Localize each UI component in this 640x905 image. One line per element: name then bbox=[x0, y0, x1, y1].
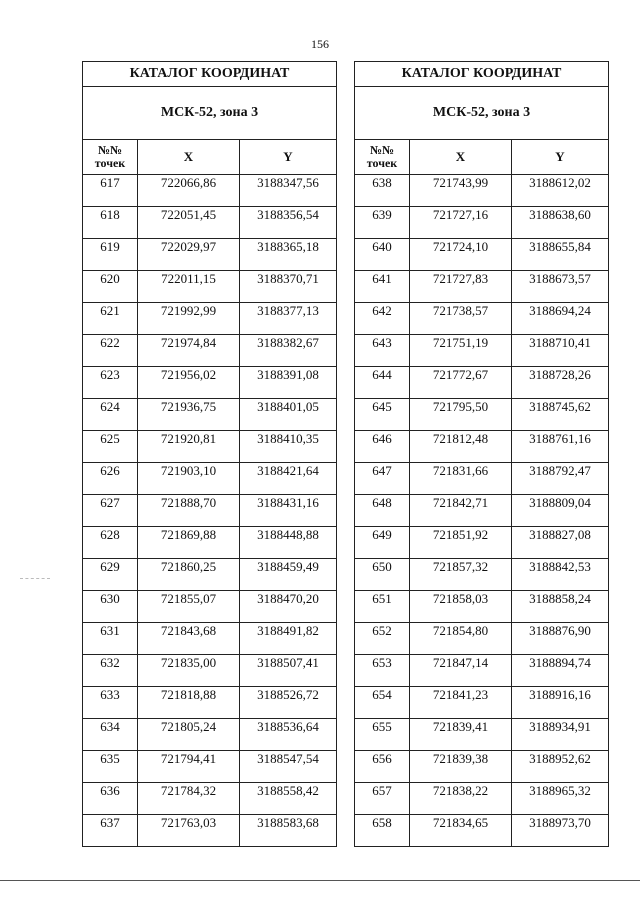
cell-y: 3188356,54 bbox=[240, 207, 337, 239]
cell-point-number: 658 bbox=[355, 815, 410, 847]
table-row bbox=[83, 207, 337, 239]
footer-divider bbox=[0, 880, 640, 881]
zone-label: МСК-52, зона 3 bbox=[83, 87, 337, 140]
cell-point-number: 618 bbox=[83, 207, 138, 239]
table-row bbox=[355, 623, 609, 655]
cell-x: 722051,45 bbox=[138, 207, 240, 239]
table-row bbox=[83, 271, 337, 303]
cell-y: 3188507,41 bbox=[240, 655, 337, 687]
table-row bbox=[83, 559, 337, 591]
table-row bbox=[83, 239, 337, 271]
cell-y: 3188365,18 bbox=[240, 239, 337, 271]
zone-label: МСК-52, зона 3 bbox=[355, 87, 609, 140]
table-row bbox=[355, 687, 609, 719]
header-points bbox=[355, 140, 410, 175]
cell-y: 3188491,82 bbox=[240, 623, 337, 655]
cell-x: 721860,25 bbox=[138, 559, 240, 591]
cell-y: 3188792,47 bbox=[512, 463, 609, 495]
cell-y: 3188431,16 bbox=[240, 495, 337, 527]
table-row bbox=[83, 623, 337, 655]
cell-point-number: 657 bbox=[355, 783, 410, 815]
cell-point-number: 617 bbox=[83, 175, 138, 207]
table-row bbox=[355, 367, 609, 399]
cell-point-number: 655 bbox=[355, 719, 410, 751]
cell-y: 3188827,08 bbox=[512, 527, 609, 559]
table-row bbox=[355, 303, 609, 335]
cell-point-number: 626 bbox=[83, 463, 138, 495]
cell-point-number: 628 bbox=[83, 527, 138, 559]
cell-point-number: 632 bbox=[83, 655, 138, 687]
cell-point-number: 625 bbox=[83, 431, 138, 463]
cell-x: 721738,57 bbox=[410, 303, 512, 335]
table-row bbox=[355, 335, 609, 367]
cell-x: 721727,83 bbox=[410, 271, 512, 303]
cell-y: 3188858,24 bbox=[512, 591, 609, 623]
cell-point-number: 649 bbox=[355, 527, 410, 559]
page-number: 156 bbox=[311, 37, 329, 51]
cell-y: 3188459,49 bbox=[240, 559, 337, 591]
table-row bbox=[83, 175, 337, 207]
table-row bbox=[83, 367, 337, 399]
table-row bbox=[355, 207, 609, 239]
cell-y: 3188370,71 bbox=[240, 271, 337, 303]
cell-x: 721812,48 bbox=[410, 431, 512, 463]
cell-x: 721903,10 bbox=[138, 463, 240, 495]
cell-y: 3188934,91 bbox=[512, 719, 609, 751]
cell-point-number: 638 bbox=[355, 175, 410, 207]
table-row bbox=[83, 783, 337, 815]
table-row bbox=[355, 175, 609, 207]
cell-x: 721794,41 bbox=[138, 751, 240, 783]
table-row bbox=[355, 463, 609, 495]
table-row bbox=[83, 431, 337, 463]
coordinate-catalog-table-left bbox=[82, 61, 337, 847]
cell-point-number: 653 bbox=[355, 655, 410, 687]
cell-point-number: 620 bbox=[83, 271, 138, 303]
cell-x: 721839,38 bbox=[410, 751, 512, 783]
cell-point-number: 646 bbox=[355, 431, 410, 463]
table-row bbox=[83, 815, 337, 847]
cell-x: 721839,41 bbox=[410, 719, 512, 751]
cell-point-number: 645 bbox=[355, 399, 410, 431]
table-row bbox=[355, 271, 609, 303]
header-points bbox=[83, 140, 138, 175]
cell-x: 721763,03 bbox=[138, 815, 240, 847]
cell-y: 3188655,84 bbox=[512, 239, 609, 271]
table-row bbox=[355, 591, 609, 623]
table-row bbox=[355, 655, 609, 687]
cell-y: 3188448,88 bbox=[240, 527, 337, 559]
table-row bbox=[355, 495, 609, 527]
table-row bbox=[83, 463, 337, 495]
cell-x: 721831,66 bbox=[410, 463, 512, 495]
cell-y: 3188377,13 bbox=[240, 303, 337, 335]
cell-x: 721936,75 bbox=[138, 399, 240, 431]
table-row bbox=[355, 719, 609, 751]
cell-point-number: 624 bbox=[83, 399, 138, 431]
cell-x: 721818,88 bbox=[138, 687, 240, 719]
table-row bbox=[83, 591, 337, 623]
cell-point-number: 629 bbox=[83, 559, 138, 591]
cell-y: 3188952,62 bbox=[512, 751, 609, 783]
cell-point-number: 647 bbox=[355, 463, 410, 495]
cell-x: 721992,99 bbox=[138, 303, 240, 335]
cell-point-number: 623 bbox=[83, 367, 138, 399]
cell-point-number: 619 bbox=[83, 239, 138, 271]
cell-y: 3188809,04 bbox=[512, 495, 609, 527]
cell-point-number: 639 bbox=[355, 207, 410, 239]
cell-y: 3188382,67 bbox=[240, 335, 337, 367]
cell-y: 3188673,57 bbox=[512, 271, 609, 303]
cell-y: 3188842,53 bbox=[512, 559, 609, 591]
cell-x: 721974,84 bbox=[138, 335, 240, 367]
header-y: Y bbox=[512, 140, 609, 175]
cell-y: 3188638,60 bbox=[512, 207, 609, 239]
cell-point-number: 627 bbox=[83, 495, 138, 527]
cell-x: 722066,86 bbox=[138, 175, 240, 207]
cell-x: 721841,23 bbox=[410, 687, 512, 719]
cell-y: 3188401,05 bbox=[240, 399, 337, 431]
table-row bbox=[83, 335, 337, 367]
cell-y: 3188694,24 bbox=[512, 303, 609, 335]
cell-point-number: 648 bbox=[355, 495, 410, 527]
cell-y: 3188761,16 bbox=[512, 431, 609, 463]
table-body bbox=[83, 175, 337, 847]
cell-x: 721888,70 bbox=[138, 495, 240, 527]
table-row bbox=[355, 751, 609, 783]
table-row bbox=[83, 719, 337, 751]
cell-point-number: 622 bbox=[83, 335, 138, 367]
table-row bbox=[83, 399, 337, 431]
table-row bbox=[355, 527, 609, 559]
cell-x: 721835,00 bbox=[138, 655, 240, 687]
cell-point-number: 631 bbox=[83, 623, 138, 655]
cell-y: 3188547,54 bbox=[240, 751, 337, 783]
table-row bbox=[83, 527, 337, 559]
cell-point-number: 654 bbox=[355, 687, 410, 719]
cell-x: 721854,80 bbox=[410, 623, 512, 655]
cell-x: 721855,07 bbox=[138, 591, 240, 623]
cell-y: 3188470,20 bbox=[240, 591, 337, 623]
cell-y: 3188583,68 bbox=[240, 815, 337, 847]
cell-x: 721956,02 bbox=[138, 367, 240, 399]
cell-x: 721784,32 bbox=[138, 783, 240, 815]
cell-point-number: 630 bbox=[83, 591, 138, 623]
cell-x: 721743,99 bbox=[410, 175, 512, 207]
table-body bbox=[355, 175, 609, 847]
cell-x: 721843,68 bbox=[138, 623, 240, 655]
cell-point-number: 642 bbox=[355, 303, 410, 335]
cell-y: 3188347,56 bbox=[240, 175, 337, 207]
cell-point-number: 621 bbox=[83, 303, 138, 335]
cell-x: 721772,67 bbox=[410, 367, 512, 399]
cell-y: 3188965,32 bbox=[512, 783, 609, 815]
table-title: КАТАЛОГ КООРДИНАТ bbox=[355, 62, 609, 87]
cell-x: 721724,10 bbox=[410, 239, 512, 271]
cell-point-number: 637 bbox=[83, 815, 138, 847]
header-y: Y bbox=[240, 140, 337, 175]
table-row bbox=[83, 687, 337, 719]
cell-x: 721847,14 bbox=[410, 655, 512, 687]
cell-y: 3188410,35 bbox=[240, 431, 337, 463]
cell-point-number: 634 bbox=[83, 719, 138, 751]
cell-x: 721751,19 bbox=[410, 335, 512, 367]
cell-point-number: 651 bbox=[355, 591, 410, 623]
coordinate-catalog-table-right bbox=[354, 61, 609, 847]
cell-y: 3188421,64 bbox=[240, 463, 337, 495]
cell-y: 3188916,16 bbox=[512, 687, 609, 719]
table-row bbox=[83, 495, 337, 527]
cell-x: 721842,71 bbox=[410, 495, 512, 527]
cell-point-number: 644 bbox=[355, 367, 410, 399]
cell-y: 3188876,90 bbox=[512, 623, 609, 655]
cell-x: 721834,65 bbox=[410, 815, 512, 847]
cell-y: 3188536,64 bbox=[240, 719, 337, 751]
cell-point-number: 652 bbox=[355, 623, 410, 655]
cell-x: 721857,32 bbox=[410, 559, 512, 591]
cell-point-number: 656 bbox=[355, 751, 410, 783]
cell-point-number: 635 bbox=[83, 751, 138, 783]
cell-x: 721858,03 bbox=[410, 591, 512, 623]
cell-x: 721869,88 bbox=[138, 527, 240, 559]
cell-y: 3188558,42 bbox=[240, 783, 337, 815]
cell-x: 721920,81 bbox=[138, 431, 240, 463]
cell-point-number: 636 bbox=[83, 783, 138, 815]
header-points-label: точек bbox=[366, 156, 398, 170]
cell-x: 721851,92 bbox=[410, 527, 512, 559]
cell-y: 3188710,41 bbox=[512, 335, 609, 367]
header-points-number-sign: №№ bbox=[369, 143, 395, 157]
cell-x: 722011,15 bbox=[138, 271, 240, 303]
cell-point-number: 633 bbox=[83, 687, 138, 719]
table-row bbox=[83, 751, 337, 783]
table-row bbox=[83, 303, 337, 335]
table-row bbox=[355, 431, 609, 463]
cell-y: 3188745,62 bbox=[512, 399, 609, 431]
header-x: X bbox=[138, 140, 240, 175]
table-row bbox=[355, 239, 609, 271]
cell-x: 721838,22 bbox=[410, 783, 512, 815]
cell-y: 3188728,26 bbox=[512, 367, 609, 399]
table-row bbox=[355, 815, 609, 847]
header-x: X bbox=[410, 140, 512, 175]
cell-point-number: 641 bbox=[355, 271, 410, 303]
cell-point-number: 643 bbox=[355, 335, 410, 367]
table-row bbox=[355, 399, 609, 431]
cell-point-number: 650 bbox=[355, 559, 410, 591]
cell-x: 721727,16 bbox=[410, 207, 512, 239]
scan-margin-mark bbox=[20, 578, 50, 583]
cell-x: 722029,97 bbox=[138, 239, 240, 271]
cell-x: 721805,24 bbox=[138, 719, 240, 751]
cell-y: 3188526,72 bbox=[240, 687, 337, 719]
cell-y: 3188973,70 bbox=[512, 815, 609, 847]
cell-y: 3188612,02 bbox=[512, 175, 609, 207]
table-title: КАТАЛОГ КООРДИНАТ bbox=[83, 62, 337, 87]
cell-y: 3188894,74 bbox=[512, 655, 609, 687]
cell-y: 3188391,08 bbox=[240, 367, 337, 399]
header-points-label: точек bbox=[94, 156, 126, 170]
cell-x: 721795,50 bbox=[410, 399, 512, 431]
cell-point-number: 640 bbox=[355, 239, 410, 271]
header-points-number-sign: №№ bbox=[97, 143, 123, 157]
table-row bbox=[355, 559, 609, 591]
table-row bbox=[83, 655, 337, 687]
table-row bbox=[355, 783, 609, 815]
